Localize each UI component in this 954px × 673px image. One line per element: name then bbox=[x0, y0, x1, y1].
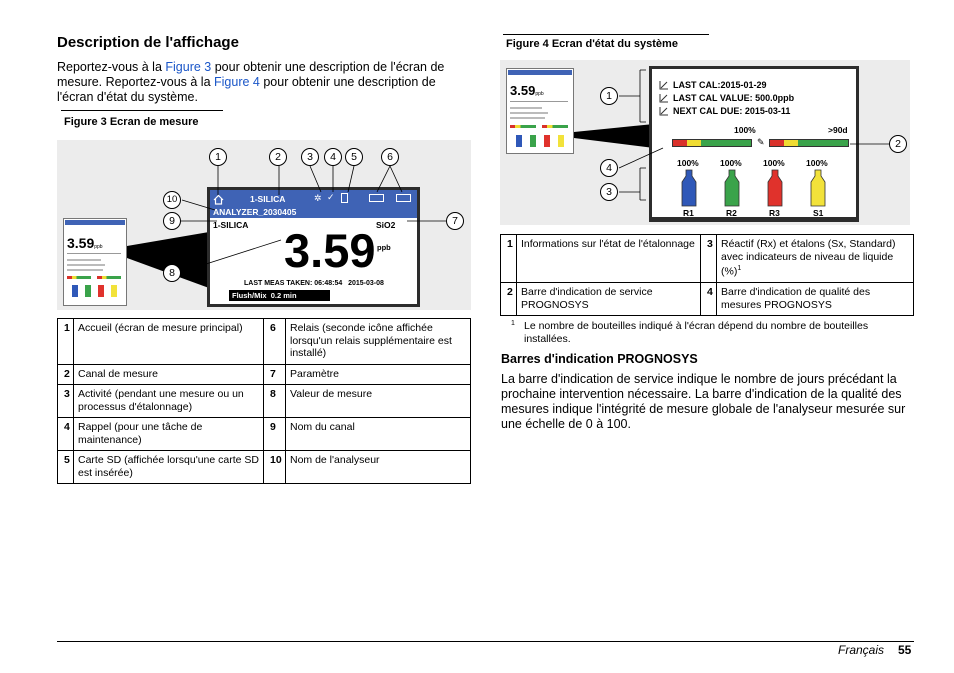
channel-name: 1-SILICA bbox=[213, 220, 249, 230]
legend-number: 3 bbox=[58, 385, 74, 418]
legend-text-with-note bbox=[717, 235, 914, 283]
status-bar: Flush/Mix 0.2 min bbox=[229, 290, 330, 301]
intro-text-2: pour obtenir une description de l'écran de mesure. Reportez-vous à la bbox=[57, 60, 445, 89]
legend-number: 6 bbox=[264, 319, 286, 365]
legend-text: Réactif (Rx) et étalons (Sx, Standard) avec indicateurs de niveau de liquide (%) bbox=[721, 238, 896, 278]
last-cal-value: LAST CAL VALUE: 500.0ppb bbox=[673, 93, 795, 103]
section-heading-prognosys: Barres d'indication PROGNOSYS bbox=[501, 352, 698, 366]
status-thumbnail: 3.59ppb bbox=[506, 68, 574, 154]
footnote-reference[interactable]: 1 bbox=[737, 265, 742, 272]
legend-text: Barre d'indication de qualité des mesures PROGNOSYS bbox=[717, 283, 914, 316]
wrench-icon: ✓ bbox=[327, 192, 335, 202]
legend-number: 1 bbox=[58, 319, 74, 365]
measurement-value: 3.59 bbox=[284, 224, 376, 277]
callout-10: 10 bbox=[163, 191, 181, 209]
legend-text: Paramètre bbox=[286, 364, 471, 385]
leader-lines-2 bbox=[500, 60, 910, 225]
wrench-icon: ✎ bbox=[757, 137, 765, 147]
footnote: Le nombre de bouteilles indiqué à l'écran dépend du nombre de bouteilles installées. bbox=[524, 320, 869, 345]
callout-1: 1 bbox=[209, 148, 227, 166]
callout-6: 6 bbox=[381, 148, 399, 166]
legend-text: Barre d'indication de service PROGNOSYS bbox=[517, 283, 701, 316]
table-row bbox=[58, 319, 471, 365]
footnote-mark: 1 bbox=[511, 320, 515, 327]
figure-4-legend-table bbox=[500, 234, 914, 316]
figure-3-illustration bbox=[57, 140, 471, 310]
legend-number: 10 bbox=[264, 451, 286, 484]
measurement-unit: ppb bbox=[377, 243, 391, 252]
parameter-label: SiO2 bbox=[376, 220, 396, 230]
legend-text: Canal de mesure bbox=[74, 364, 264, 385]
legend-text: Nom du canal bbox=[286, 418, 471, 451]
bottle-r2-percent: 100% bbox=[720, 158, 742, 168]
legend-text: Relais (seconde icône affichée lorsqu'un relais supplémentaire est installé) bbox=[286, 319, 471, 365]
legend-number: 7 bbox=[264, 364, 286, 385]
legend-text: Nom de l'analyseur bbox=[286, 451, 471, 484]
analyzer-name: ANALYZER_2030405 bbox=[213, 207, 297, 217]
figure-4-illustration bbox=[500, 60, 910, 225]
table-row bbox=[58, 451, 471, 484]
bottle-s1-label: S1 bbox=[813, 208, 824, 218]
bottle-s1-percent: 100% bbox=[806, 158, 828, 168]
figure-3-rule bbox=[61, 110, 223, 111]
bottle-r3-percent: 100% bbox=[763, 158, 785, 168]
legend-text: Activité (pendant une mesure ou un processus d'étalonnage) bbox=[74, 385, 264, 418]
figure-4-link[interactable]: Figure 4 bbox=[214, 75, 260, 89]
bottle-r1-percent: 100% bbox=[677, 158, 699, 168]
table-row bbox=[58, 418, 471, 451]
bottle-r3-label: R3 bbox=[769, 208, 780, 218]
legend-number: 2 bbox=[501, 283, 517, 316]
legend-text: Valeur de mesure bbox=[286, 385, 471, 418]
prognosys-paragraph: La barre d'indication de service indique le nombre de jours précédant la prochaine intervention nécessaire. La barre d'indication de la qualité des mesures indique l'intégrité de mesure globale de l'analyseur mesurée sur une échelle de 0 à 100. bbox=[501, 372, 906, 431]
legend-number: 1 bbox=[501, 235, 517, 283]
legend-text: Accueil (écran de mesure principal) bbox=[74, 319, 264, 365]
legend-text: Rappel (pour une tâche de maintenance) bbox=[74, 418, 264, 451]
bottle-r1-label: R1 bbox=[683, 208, 694, 218]
table-row bbox=[58, 385, 471, 418]
callout-2: 2 bbox=[889, 135, 907, 153]
next-cal-due: NEXT CAL DUE: 2015-03-11 bbox=[673, 106, 791, 116]
legend-number: 8 bbox=[264, 385, 286, 418]
footer-rule bbox=[57, 641, 914, 642]
legend-number: 4 bbox=[701, 283, 717, 316]
legend-text: Informations sur l'état de l'étalonnage bbox=[517, 235, 701, 283]
callout-3: 3 bbox=[600, 183, 618, 201]
callout-2: 2 bbox=[269, 148, 287, 166]
figure-3-link[interactable]: Figure 3 bbox=[165, 60, 212, 74]
callout-9: 9 bbox=[163, 212, 181, 230]
callout-8: 8 bbox=[163, 264, 181, 282]
last-measurement: LAST MEAS TAKEN: 06:48:54 2015-03-08 bbox=[244, 280, 384, 287]
intro-text-3: pour obtenir une description de l'écran d'état du système. bbox=[57, 75, 436, 104]
quality-bar-label: >90d bbox=[828, 125, 848, 135]
figure-3-legend-table bbox=[57, 318, 471, 484]
callout-3: 3 bbox=[301, 148, 319, 166]
intro-text-1: Reportez-vous à la bbox=[57, 60, 166, 74]
intro-paragraph bbox=[57, 60, 467, 105]
channel-title: 1-SILICA bbox=[250, 194, 286, 204]
legend-number: 5 bbox=[58, 451, 74, 484]
callout-7: 7 bbox=[446, 212, 464, 230]
page-number: 55 bbox=[898, 643, 912, 657]
service-bar-percent: 100% bbox=[734, 125, 756, 135]
bottle-r2-label: R2 bbox=[726, 208, 737, 218]
section-heading-display: Description de l'affichage bbox=[57, 34, 239, 51]
leader-lines bbox=[57, 140, 471, 310]
callout-4: 4 bbox=[600, 159, 618, 177]
footer-language: Français bbox=[838, 643, 885, 657]
callout-5: 5 bbox=[345, 148, 363, 166]
figure-4-rule bbox=[503, 34, 709, 35]
callout-1: 1 bbox=[600, 87, 618, 105]
activity-icon: ✲ bbox=[314, 193, 322, 203]
device-thumbnail: 3.59ppb bbox=[63, 218, 127, 306]
table-row bbox=[58, 364, 471, 385]
legend-text: Carte SD (affichée lorsqu'une carte SD est insérée) bbox=[74, 451, 264, 484]
last-cal: LAST CAL:2015-01-29 bbox=[673, 80, 767, 90]
legend-number: 2 bbox=[58, 364, 74, 385]
table-row bbox=[501, 235, 914, 283]
figure-3-title: Figure 3 Ecran de mesure bbox=[64, 116, 199, 128]
callout-4: 4 bbox=[324, 148, 342, 166]
legend-number: 9 bbox=[264, 418, 286, 451]
figure-4-title: Figure 4 Ecran d'état du système bbox=[506, 38, 678, 50]
legend-number: 3 bbox=[701, 235, 717, 283]
table-row bbox=[501, 283, 914, 316]
legend-number: 4 bbox=[58, 418, 74, 451]
